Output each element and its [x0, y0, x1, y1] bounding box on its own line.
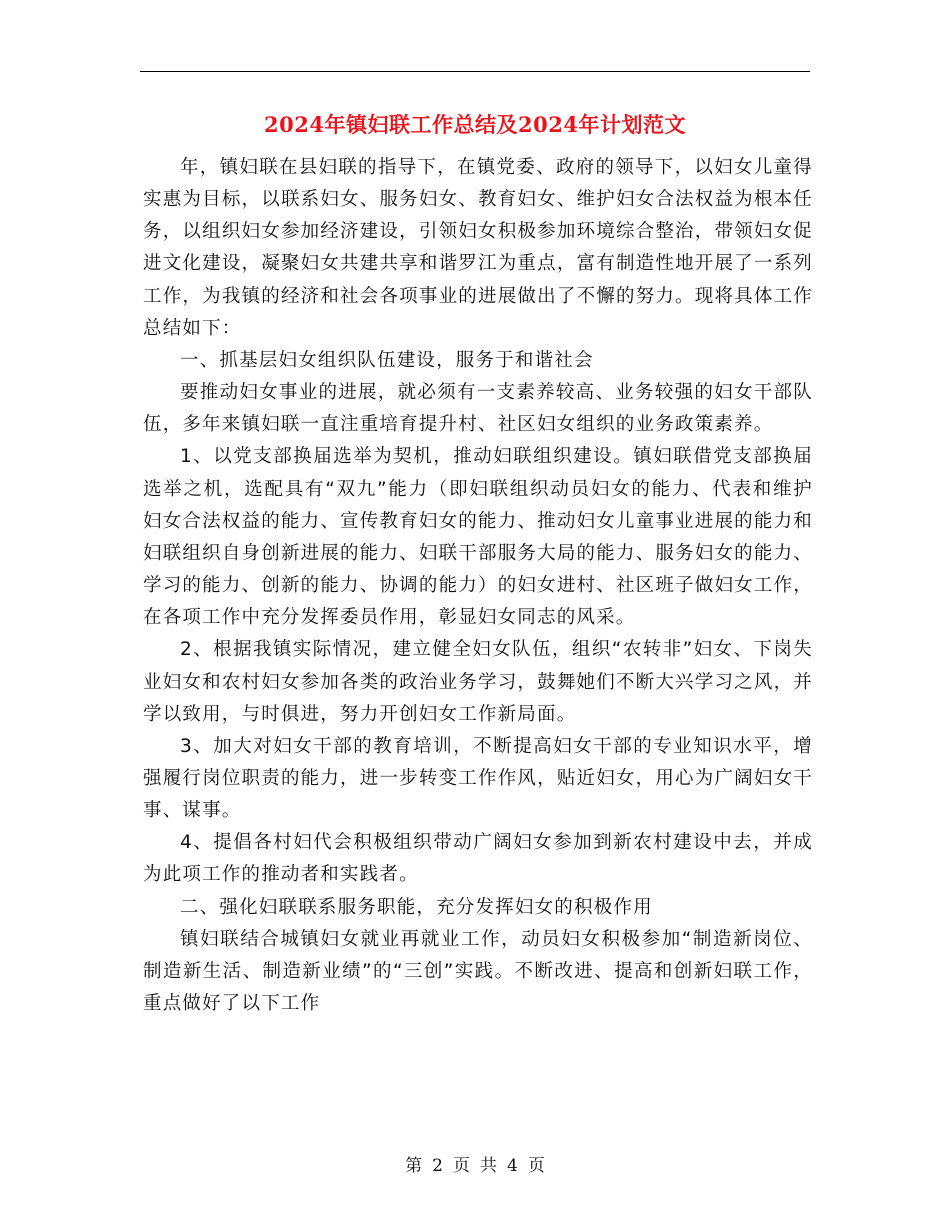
- paragraph-item-3: 3、加大对妇女干部的教育培训，不断提高妇女干部的专业知识水平，增强履行岗位职责的能力，进一步转变工作作风，贴近妇女，用心为广阔妇女干事、谋事。: [143, 735, 813, 822]
- footer-page-word: 页: [453, 1156, 470, 1176]
- footer-total-suffix: 页: [527, 1156, 545, 1176]
- paragraph-section-1-intro: 要推动妇女事业的进展，就必须有一支素养较高、业务较强的妇女干部队伍，多年来镇妇联一直注重培育提升村、社区妇女组织的业务政策素养。: [143, 382, 813, 436]
- paragraph-intro: 年，镇妇联在县妇联的指导下，在镇党委、政府的领导下，以妇女儿童得实惠为目标，以联系妇女、服务妇女、教育妇女、维护妇女合法权益为根本任务，以组织妇女参加经济建设，引领妇女积极参加环境综合整治，带领妇女促进文化建设，凝聚妇女共建共享和谐罗江为重点，富有制造性地开展了一系列工作，为我镇的经济和社会各项事业的进展做出了不懈的努力。现将具体工作总结如下：: [143, 157, 813, 339]
- section-heading-2: 二、强化妇联联系服务职能，充分发挥妇女的积极作用: [180, 896, 653, 918]
- document-body: [143, 152, 813, 1020]
- document-title: 2024年镇妇联工作总结及2024年计划范文: [264, 112, 686, 137]
- section-heading-1: 一、抓基层妇女组织队伍建设，服务于和谐社会: [180, 349, 594, 371]
- footer-page-prefix: 第: [405, 1156, 423, 1176]
- paragraph-section-2-intro: 镇妇联结合城镇妇女就业再就业工作，动员妇女积极参加“制造新岗位、制造新生活、制造新业绩”的“三创”实践。不断改进、提高和创新妇联工作，重点做好了以下工作: [143, 928, 813, 1015]
- header-rule: [140, 71, 810, 72]
- paragraph-item-1: 1、以党支部换届选举为契机，推动妇联组织建设。镇妇联借党支部换届选举之机，选配具有“双九”能力（即妇联组织动员妇女的能力、代表和维护妇女合法权益的能力、宣传教育妇女的能力、推动妇女儿童事业进展的能力和妇联组织自身创新进展的能力、妇联干部服务大局的能力、服务妇女的能力、学习的能力、创新的能力、协调的能力）的妇女进村、社区班子做妇女工作，在各项工作中充分发挥委员作用，彰显妇女同志的风采。: [143, 446, 813, 629]
- footer-total-pages: 4: [507, 1156, 518, 1176]
- paragraph-item-4: 4、提倡各村妇代会积极组织带动广阔妇女参加到新农村建设中去，并成为此项工作的推动者和实践者。: [143, 832, 813, 886]
- footer-current-page: 2: [432, 1156, 443, 1176]
- paragraph-item-2: 2、根据我镇实际情况，建立健全妇女队伍，组织“农转非”妇女、下岗失业妇女和农村妇女参加各类的政治业务学习，鼓舞她们不断大兴学习之风，并学以致用，与时俱进，努力开创妇女工作新局面。: [143, 639, 813, 725]
- footer-total-prefix: 共: [480, 1156, 497, 1176]
- page-footer: [0, 1154, 950, 1178]
